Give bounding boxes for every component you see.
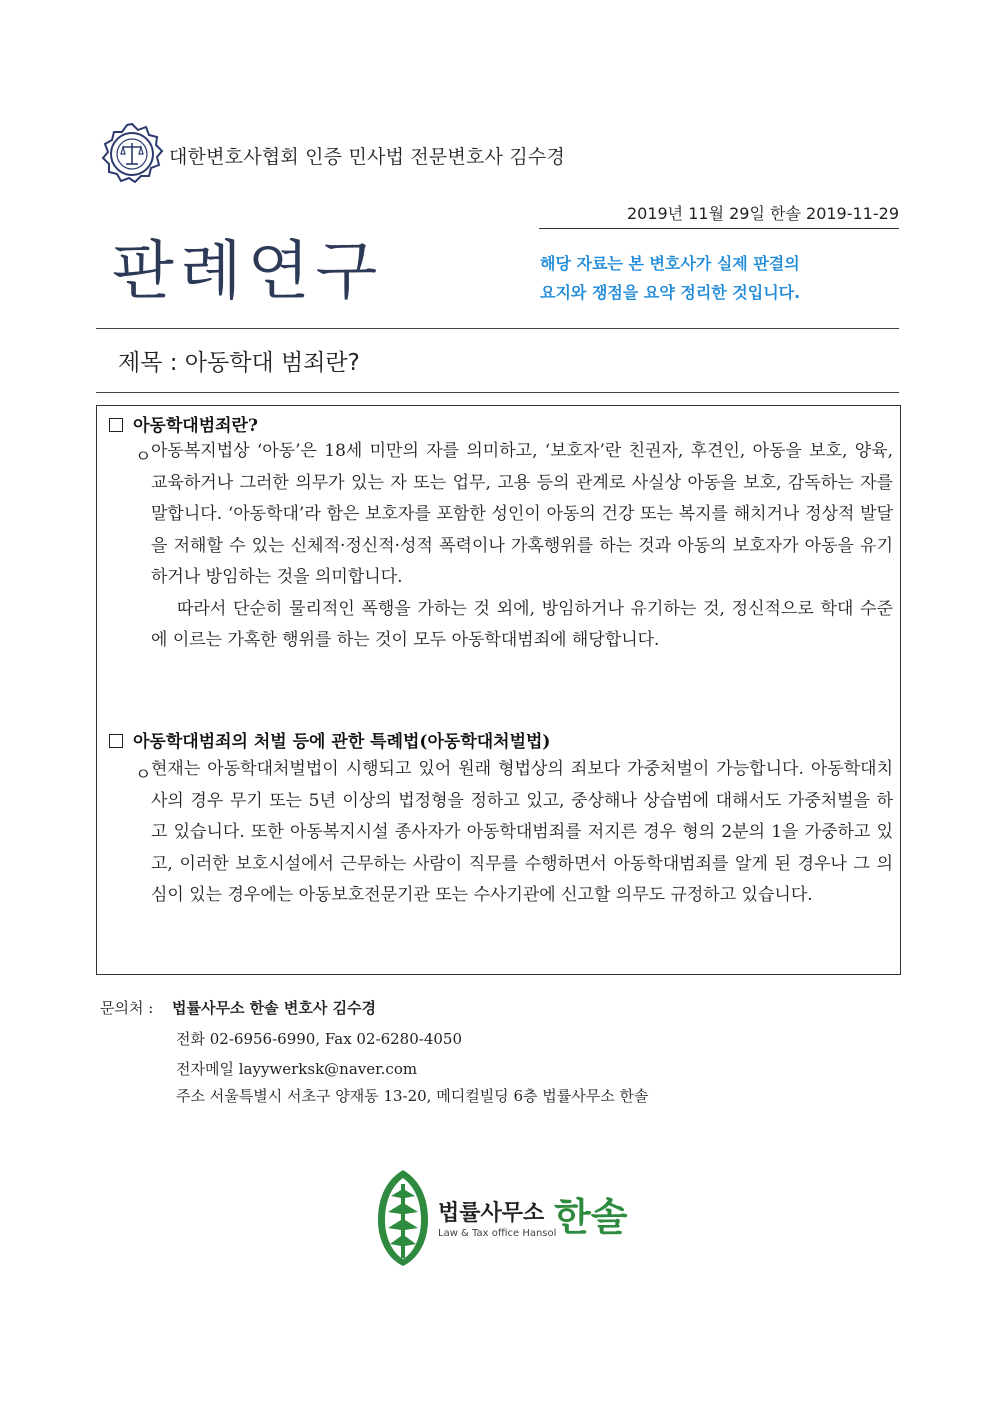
subject-title: 제목 : 아동학대 범죄란? — [118, 350, 360, 376]
content-box — [96, 405, 901, 975]
checkbox-square-icon — [109, 734, 123, 748]
contact-address: 주소 서울특별시 서초구 양재동 13-20, 메디컬빌딩 6층 법률사무소 한솔 — [176, 1087, 649, 1105]
notice-text — [540, 249, 800, 307]
divider-top — [96, 328, 899, 329]
section-1-paragraph-2: 따라서 단순히 물리적인 폭행을 가하는 것 외에, 방임하거나 유기하는 것, 정신적으로 학대 수준에 이르는 가혹한 행위를 하는 것이 모두 아동학대범죄에 해당합니다. — [151, 598, 893, 650]
header — [100, 122, 800, 186]
contact-label: 문의처 : — [100, 999, 154, 1017]
firm-logo — [376, 1168, 636, 1268]
section-heading-2-text: 아동학대범죄의 처벌 등에 관한 특례법(아동학대처벌법) — [133, 732, 551, 752]
bullet-icon: ㅇ — [135, 447, 152, 467]
bullet-icon: ㅇ — [135, 765, 152, 785]
logo-name-big: 한솔 — [554, 1195, 628, 1239]
section-heading-1-text: 아동학대범죄란? — [133, 416, 258, 436]
section-2-body — [151, 754, 893, 912]
logo-name: 법률사무소 — [438, 1201, 545, 1226]
section-heading-1 — [109, 411, 258, 436]
notice-line-2: 요지와 쟁점을 요약 정리한 것입니다. — [540, 283, 801, 302]
date-line: 2019년 11월 29일 한솔 2019-11-29 — [539, 201, 899, 229]
page-title: 판례연구 — [112, 235, 384, 309]
logo-english: Law & Tax office Hansol — [438, 1228, 557, 1239]
leaf-emblem-icon — [376, 1168, 430, 1268]
contact-phone: 전화 02-6956-6990, Fax 02-6280-4050 — [176, 1030, 462, 1048]
section-2-paragraph-1: 현재는 아동학대처벌법이 시행되고 있어 원래 형법상의 죄보다 가중처벌이 가능합니다. 아동학대치사의 경우 무기 또는 5년 이상의 법정형을 정하고 있고, 중상해나 상습범에 대해서도 가중처벌을 하고 있습니다. 또한 아동복지시설 종사자가 아동학대범죄를 저지른 경우 형의 2분의 1을 가중하고 있고, 이러한 보호시설에서 근무하는 사람이 직무를 수행하면서 아동학대범죄를 알게 된 경우나 그 의심이 있는 경우에는 아동보호전문기관 또는 수사기관에 신고할 의무도 규정하고 있습니다. — [151, 759, 893, 905]
bar-association-seal-icon — [100, 122, 164, 186]
checkbox-square-icon — [109, 418, 123, 432]
attribution-line: 대한변호사협회 인증 민사법 전문변호사 김수경 — [169, 146, 566, 168]
section-1-paragraph-1: 아동복지법상 ‘아동’은 18세 미만의 자를 의미하고, ‘보호자’란 친권자, 후견인, 아동을 보호, 양육, 교육하거나 그러한 의무가 있는 자 또는 업무, 고용 등의 관계로 사실상 아동을 보호, 감독하는 자를 말합니다. ‘아동학대’라 함은 보호자를 포함한 성인이 아동의 건강 또는 복지를 해치거나 정상적 발달을 저해할 수 있는 신체적·정신적·성적 폭력이나 가혹행위를 하는 것과 아동의 보호자가 아동을 유기하거나 방임하는 것을 의미합니다. — [151, 441, 893, 587]
contact-organization: 법률사무소 한솔 변호사 김수경 — [172, 999, 377, 1017]
divider-bottom — [96, 392, 899, 393]
section-1-body — [151, 436, 893, 657]
contact-email: 전자메일 layywerksk@naver.com — [176, 1060, 418, 1078]
section-heading-2 — [109, 727, 550, 752]
notice-line-1: 해당 자료는 본 변호사가 실제 판결의 — [540, 254, 800, 273]
